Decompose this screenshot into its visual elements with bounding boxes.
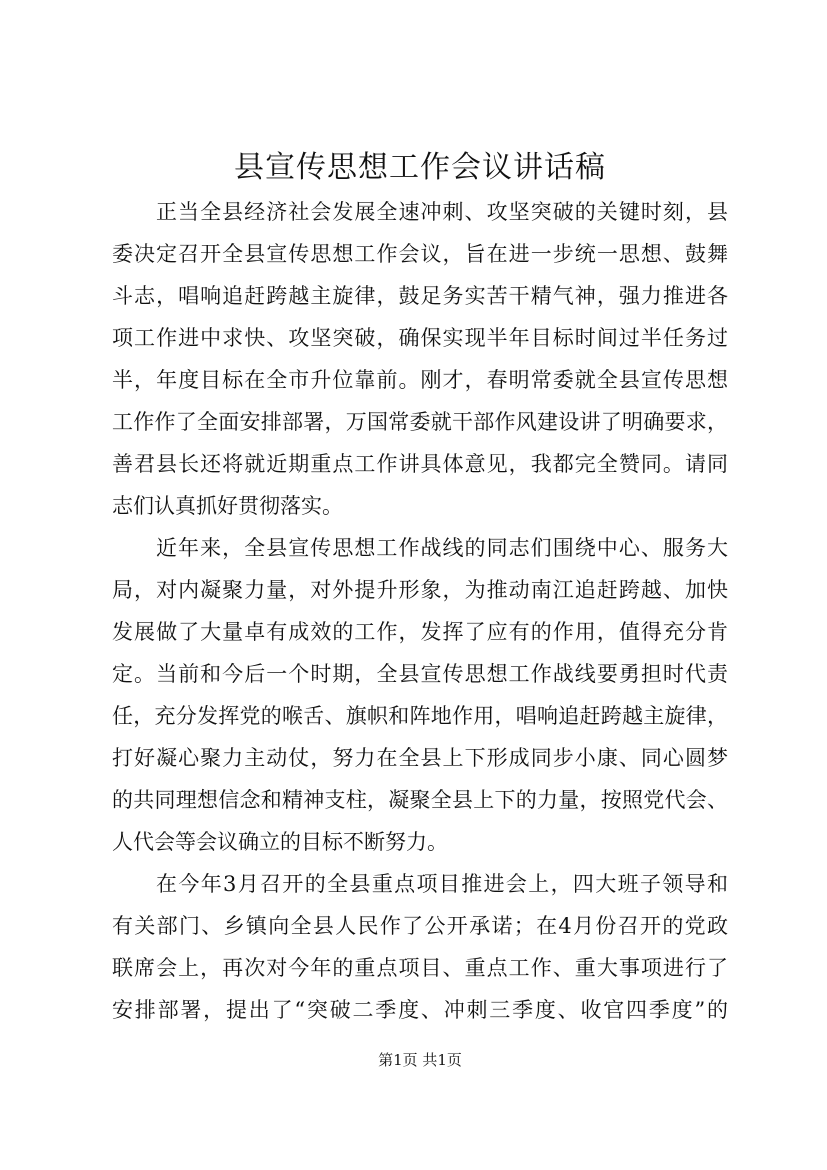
text-line: 志们认真抓好贯彻落实。 bbox=[112, 494, 343, 518]
paragraph-3 bbox=[112, 863, 728, 1031]
text-line: 人代会等会议确立的目标不断努力。 bbox=[112, 830, 448, 854]
text-line: 近年来，全县宣传思想工作战线的同志们围绕中心、服务大 bbox=[156, 536, 728, 560]
text-line: 委决定召开全县宣传思想工作会议，旨在进一步统一思想、鼓舞 bbox=[112, 242, 728, 266]
paragraph-1 bbox=[112, 191, 728, 527]
text-line: 斗志，唱响追赶跨越主旋律，鼓足务实苦干精气神，强力推进各 bbox=[112, 284, 728, 308]
text-line: 有关部门、乡镇向全县人民作了公开承诺；在4月份召开的党政 bbox=[112, 914, 728, 938]
text-line: 在今年3月召开的全县重点项目推进会上，四大班子领导和 bbox=[156, 872, 728, 896]
text-line: 正当全县经济社会发展全速冲刺、攻坚突破的关键时刻，县 bbox=[156, 200, 728, 224]
document-body bbox=[112, 191, 728, 1031]
text-line: 发展做了大量卓有成效的工作，发挥了应有的作用，值得充分肯 bbox=[112, 620, 728, 644]
text-line: 项工作进中求快、攻坚突破，确保实现半年目标时间过半任务过 bbox=[112, 326, 728, 350]
text-line: 打好凝心聚力主动仗，努力在全县上下形成同步小康、同心圆梦 bbox=[112, 746, 728, 770]
text-line: 善君县长还将就近期重点工作讲具体意见，我都完全赞同。请同 bbox=[112, 452, 728, 476]
text-line: 定。当前和今后一个时期，全县宣传思想工作战线要勇担时代责 bbox=[112, 662, 728, 686]
text-line: 工作作了全面安排部署，万国常委就干部作风建设讲了明确要求， bbox=[112, 410, 728, 434]
text-line: 任，充分发挥党的喉舌、旗帜和阵地作用，唱响追赶跨越主旋律， bbox=[112, 704, 728, 728]
text-line: 联席会上，再次对今年的重点项目、重点工作、重大事项进行了 bbox=[112, 956, 728, 980]
page-number-footer: 第1页 共1页 bbox=[378, 1051, 462, 1069]
paragraph-2 bbox=[112, 527, 728, 863]
document-title: 县宣传思想工作会议讲话稿 bbox=[234, 150, 606, 185]
text-line: 半，年度目标在全市升位靠前。刚才，春明常委就全县宣传思想 bbox=[112, 368, 728, 392]
text-line: 局，对内凝聚力量，对外提升形象，为推动南江追赶跨越、加快 bbox=[112, 578, 728, 602]
text-line: 的共同理想信念和精神支柱，凝聚全县上下的力量，按照党代会、 bbox=[112, 788, 728, 812]
text-line: 安排部署，提出了“突破二季度、冲刺三季度、收官四季度”的 bbox=[112, 998, 728, 1022]
